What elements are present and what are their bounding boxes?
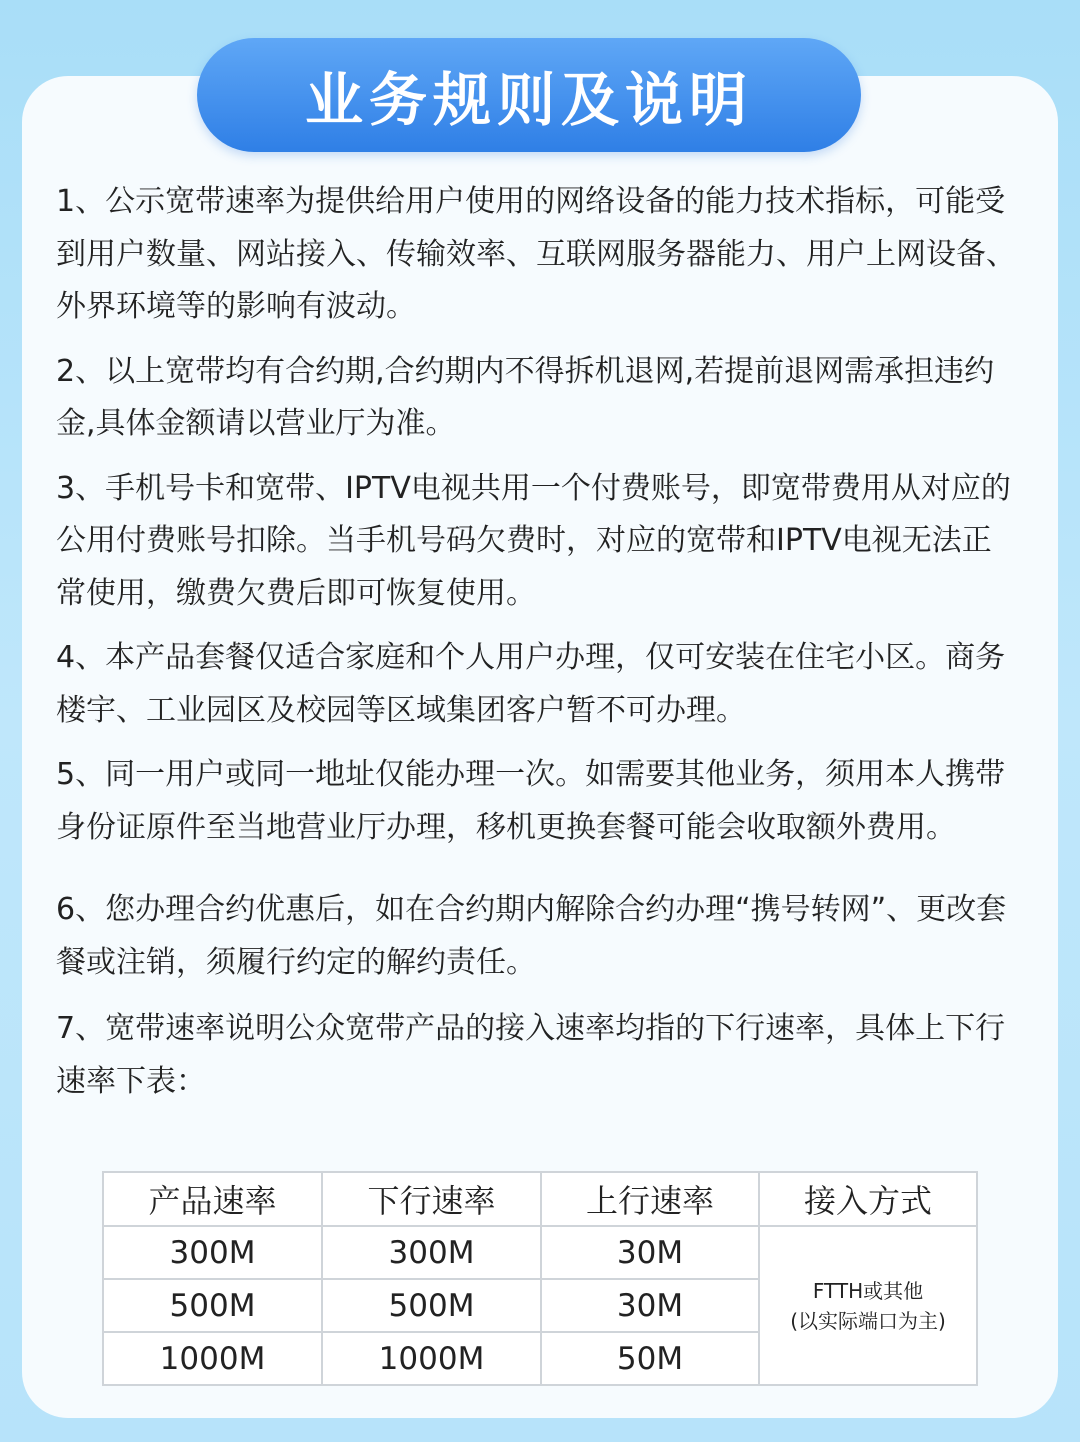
cell-downlink-rate: 1000M	[322, 1332, 541, 1385]
cell-access-method	[759, 1226, 977, 1385]
rule-item-7: 7、宽带速率说明公众宽带产品的接入速率均指的下行速率，具体上下行速率下表：	[56, 1011, 1006, 1099]
cell-product-rate: 500M	[103, 1279, 322, 1332]
rate-table	[102, 1171, 978, 1386]
header-product-rate: 产品速率	[103, 1172, 322, 1226]
access-method-line-2: (以实际端口为主)	[790, 1308, 946, 1333]
rule-item-2: 2、以上宽带均有合约期,合约期内不得拆机退网,若提前退网需承担违约金,具体金额请以营业厅为准。	[56, 353, 995, 441]
rule-item-5: 5、同一用户或同一地址仅能办理一次。如需要其他业务，须用本人携带身份证原件至当地营业厅办理，移机更换套餐可能会收取额外费用。	[56, 757, 1006, 845]
access-method-line-1: FTTH或其他	[812, 1278, 924, 1303]
table-row	[103, 1226, 977, 1279]
cell-downlink-rate: 500M	[322, 1279, 541, 1332]
page-title: 业务规则及说明	[304, 66, 753, 134]
rule-item-3: 3、手机号卡和宽带、IPTV电视共用一个付费账号，即宽带费用从对应的公用付费账号扣除。当手机号码欠费时，对应的宽带和IPTV电视无法正常使用，缴费欠费后即可恢复使用。	[56, 470, 1011, 611]
rule-item-4: 4、本产品套餐仅适合家庭和个人用户办理，仅可安装在住宅小区。商务楼宇、工业园区及校园等区域集团客户暂不可办理。	[56, 640, 1006, 728]
header-uplink-rate: 上行速率	[541, 1172, 759, 1226]
rules-list	[56, 176, 1016, 1108]
rule-item-1: 1、公示宽带速率为提供给用户使用的网络设备的能力技术指标，可能受到用户数量、网站接入、传输效率、互联网服务器能力、用户上网设备、外界环境等的影响有波动。	[56, 184, 1016, 324]
rule-item-6: 6、您办理合约优惠后，如在合约期内解除合约办理“携号转网”、更改套餐或注销，须履行约定的解约责任。	[56, 892, 1007, 980]
cell-product-rate: 300M	[103, 1226, 322, 1279]
cell-uplink-rate: 30M	[541, 1226, 759, 1279]
cell-downlink-rate: 300M	[322, 1226, 541, 1279]
cell-product-rate: 1000M	[103, 1332, 322, 1385]
cell-uplink-rate: 50M	[541, 1332, 759, 1385]
title-banner	[197, 38, 861, 152]
table-header-row	[103, 1172, 977, 1226]
header-downlink-rate: 下行速率	[322, 1172, 541, 1226]
header-access-method: 接入方式	[759, 1172, 977, 1226]
cell-uplink-rate: 30M	[541, 1279, 759, 1332]
